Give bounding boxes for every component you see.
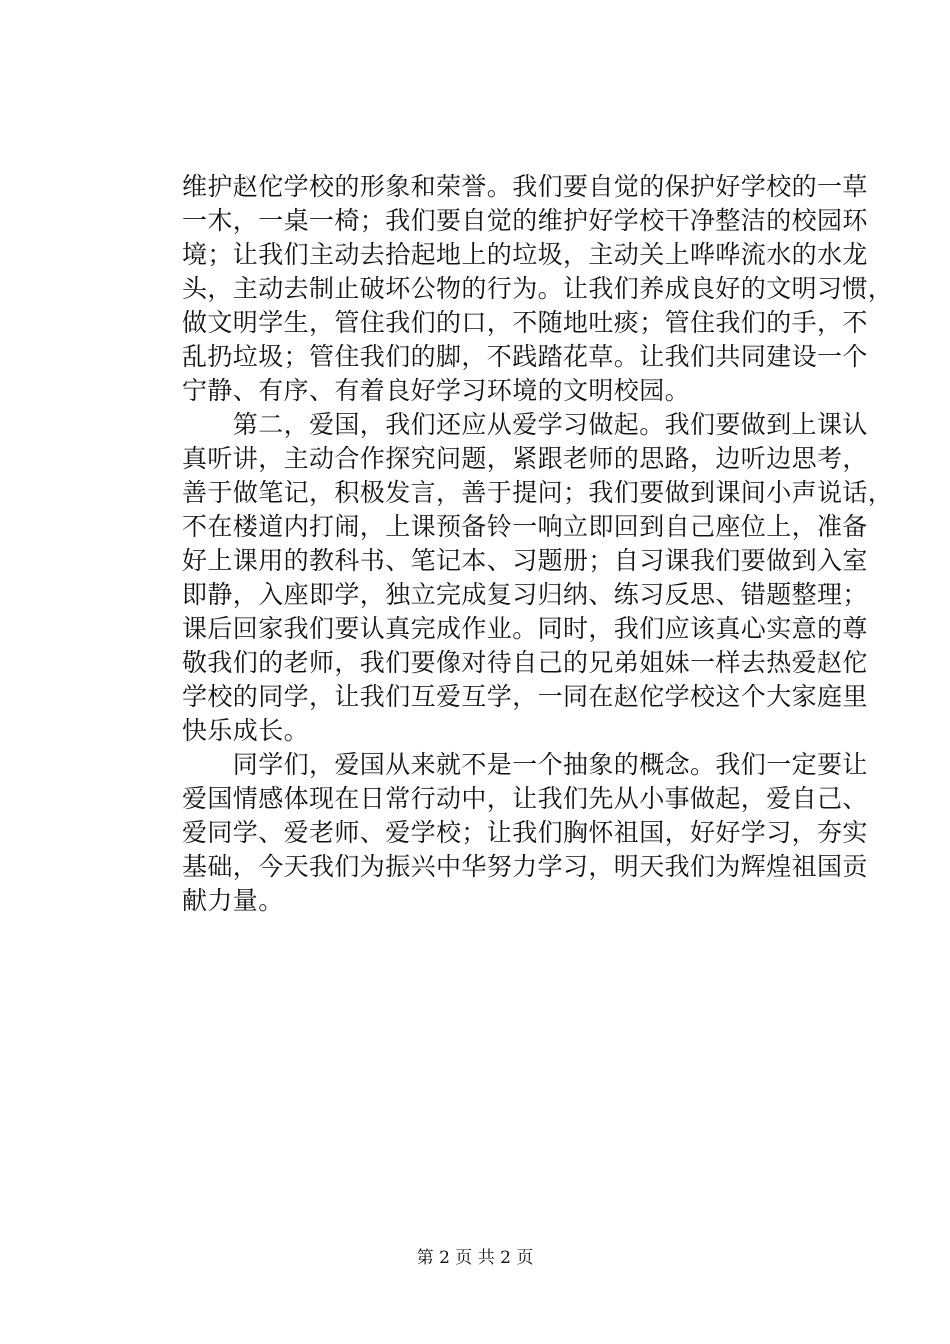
text-line: 一木，一桌一椅；我们要自觉的维护好学校干净整洁的校园环 xyxy=(182,206,868,235)
page-footer xyxy=(0,1243,950,1268)
page-number: 第 2 页 共 2 页 xyxy=(416,1248,534,1268)
text-line: 即静，入座即学，独立完成复习归纳、练习反思、错题整理； xyxy=(182,580,868,609)
text-line: 爱国情感体现在日常行动中，让我们先从小事做起，爱自己、 xyxy=(182,784,868,813)
text-line: 献力量。 xyxy=(182,886,284,915)
text-line: 同学们，爱国从来就不是一个抽象的概念。我们一定要让 xyxy=(182,750,868,779)
text-line: 基础，今天我们为振兴中华努力学习，明天我们为辉煌祖国贡 xyxy=(182,852,868,881)
body-text xyxy=(182,170,894,918)
text-line: 境；让我们主动去拾起地上的垃圾，主动关上哗哗流水的水龙 xyxy=(182,240,868,269)
text-line: 敬我们的老师，我们要像对待自己的兄弟姐妹一样去热爱赵佗 xyxy=(182,648,868,677)
text-line: 宁静、有序、有着良好学习环境的文明校园。 xyxy=(182,376,691,405)
text-line: 真听讲，主动合作探究问题，紧跟老师的思路，边听边思考， xyxy=(182,444,868,473)
text-line: 课后回家我们要认真完成作业。同时，我们应该真心实意的尊 xyxy=(182,614,868,643)
text-line: 不在楼道内打闹，上课预备铃一响立即回到自己座位上，准备 xyxy=(182,512,868,541)
text-line: 学校的同学，让我们互爱互学，一同在赵佗学校这个大家庭里 xyxy=(182,682,868,711)
text-line: 善于做笔记，积极发言，善于提问；我们要做到课间小声说话， xyxy=(182,478,894,507)
text-line: 头，主动去制止破坏公物的行为。让我们养成良好的文明习惯， xyxy=(182,274,894,303)
text-line: 好上课用的教科书、笔记本、习题册；自习课我们要做到入室 xyxy=(182,546,868,575)
text-line: 乱扔垃圾；管住我们的脚，不践踏花草。让我们共同建设一个 xyxy=(182,342,868,371)
text-line: 做文明学生，管住我们的口，不随地吐痰；管住我们的手，不 xyxy=(182,308,868,337)
text-line: 第二，爱国，我们还应从爱学习做起。我们要做到上课认 xyxy=(182,410,868,439)
text-line: 爱同学、爱老师、爱学校；让我们胸怀祖国，好好学习，夯实 xyxy=(182,818,868,847)
text-line: 维护赵佗学校的形象和荣誉。我们要自觉的保护好学校的一草 xyxy=(182,172,868,201)
text-line: 快乐成长。 xyxy=(182,716,310,745)
